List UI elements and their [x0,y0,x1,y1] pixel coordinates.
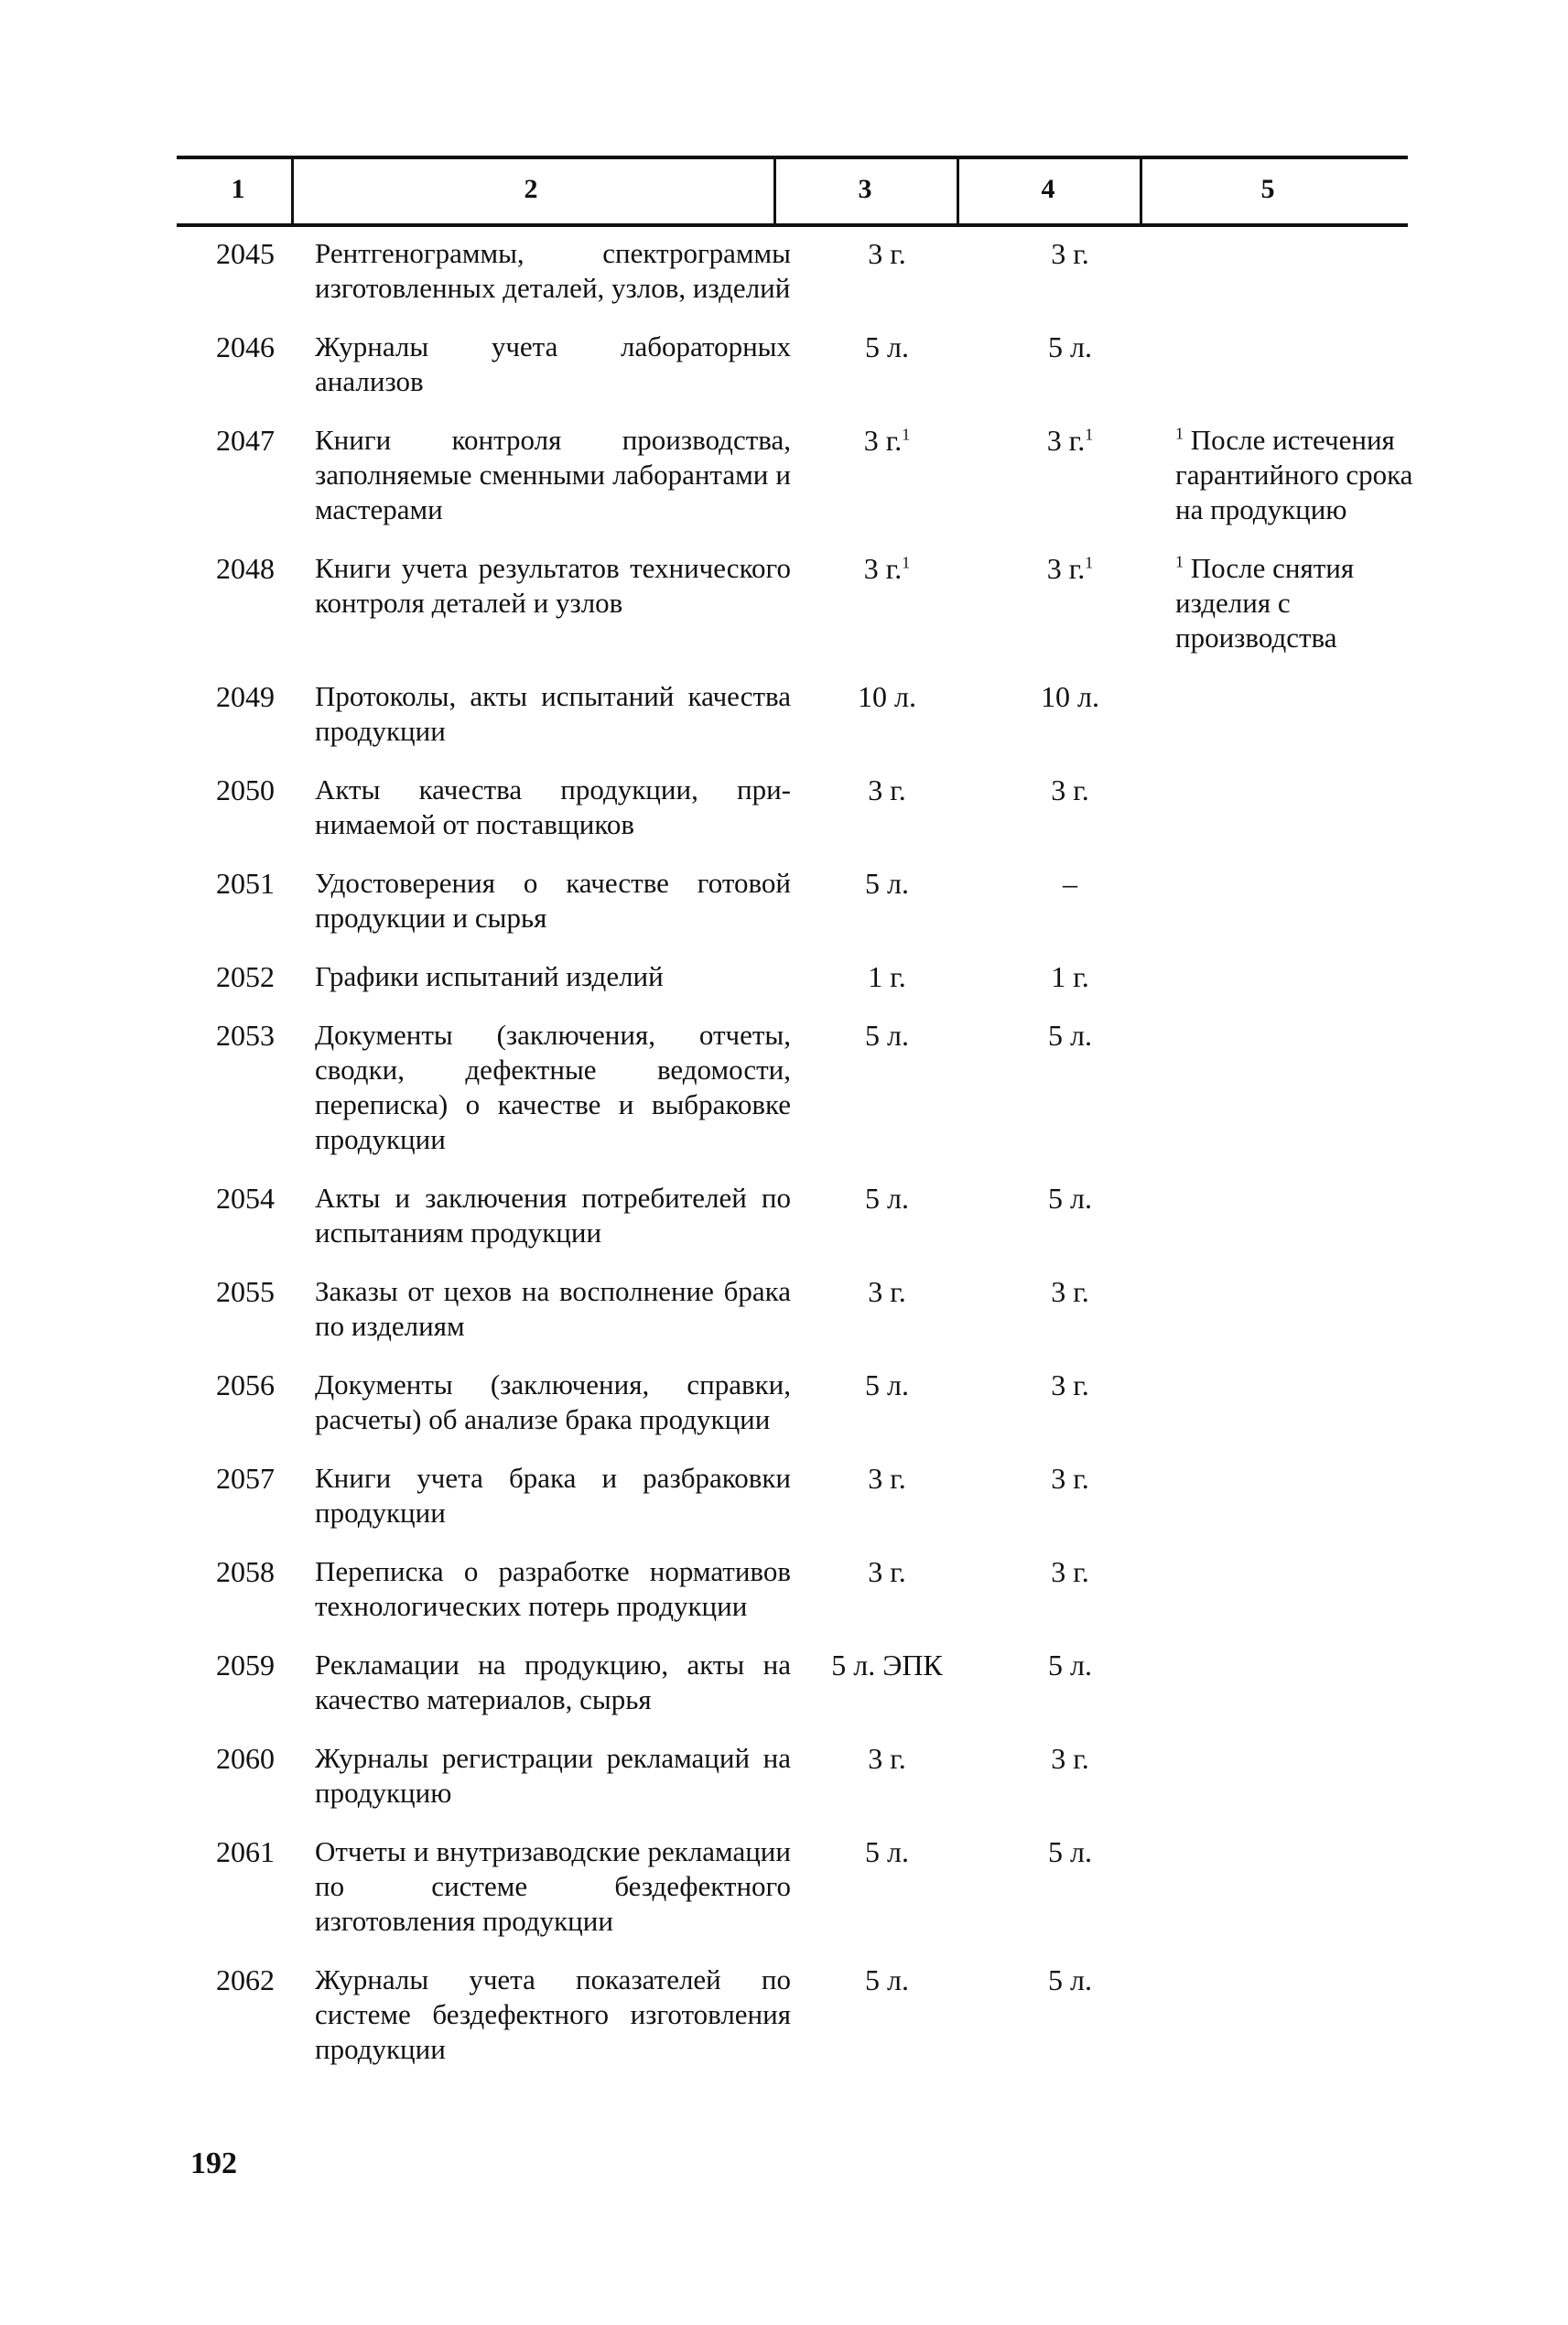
document-title-text: Книги учета брака и разбраковки продукции [315,1462,791,1529]
document-title [315,1834,791,1939]
table-row [174,1018,1419,1157]
retention-col-3-text: 3 г. [868,237,906,270]
retention-col-4 [992,1368,1148,1402]
row-number-text: 2058 [216,1555,275,1588]
retention-col-4-text: 3 г. [1051,1275,1089,1308]
note [1175,423,1413,527]
table-row [174,236,1419,306]
row-number-text: 2045 [216,237,275,270]
row-number [174,959,280,994]
retention-col-4 [992,1018,1148,1053]
retention-col-3-text: 3 г. [868,1555,906,1588]
document-title-text: Удостоверения о качестве готовой продукции и сырья [315,867,791,934]
document-title-text: Акты качества продукции, принимаемой от поставщиков [315,773,791,840]
retention-col-3 [809,423,965,458]
retention-col-4-text: 3 г. [1051,237,1089,270]
retention-col-3-text: 5 л. [865,1182,909,1215]
document-title-text: Рентгенограммы, спектрограммы изготовленных деталей, узлов, изделий [315,237,791,304]
retention-col-4-text: 5 л. [1048,1182,1092,1215]
retention-col-3 [809,1648,965,1682]
retention-col-4 [992,330,1148,364]
document-title-text: Рекламации на продукцию, акты на качество материалов, сырья [315,1649,791,1715]
document-title-text: Заказы от цехов на восполнение брака по изделиям [315,1275,791,1342]
retention-col-3 [809,1963,965,1997]
retention-col-4-text: 5 л. [1048,1835,1092,1868]
retention-col-4-text: 5 л. [1048,1649,1092,1682]
table-header-rule [177,223,1408,227]
retention-col-3-text: 3 г. [868,1462,906,1495]
retention-col-4 [992,1274,1148,1309]
table-row [174,423,1419,527]
retention-col-4 [992,1554,1148,1589]
document-title [315,1181,791,1250]
row-number [174,551,280,586]
row-number [174,1368,280,1402]
document-title-text: Документы (заключения, отчеты, сводки, дефектные ведомости, переписка) о качестве и выбраковке продукции [315,1019,791,1155]
row-number-text: 2062 [216,1963,275,1996]
retention-col-3 [809,1181,965,1216]
retention-col-4-text: 3 г. [1051,1368,1089,1401]
retention-col-3-text: 5 л. [865,1963,909,1996]
retention-col-4 [992,1741,1148,1776]
retention-col-3 [809,1741,965,1776]
retention-col-4-text: 5 л. [1048,1963,1092,1996]
row-number-text: 2056 [216,1368,275,1401]
table-row [174,1963,1419,2067]
document-title [315,423,791,527]
table-row [174,1741,1419,1811]
row-number-text: 2047 [216,424,275,457]
column-divider [773,159,776,225]
table-row [174,866,1419,935]
header-col-3: 3 [858,174,872,204]
table-row [174,773,1419,842]
retention-col-4-text: 10 л. [1041,680,1099,713]
retention-col-4-text: – [1063,867,1077,900]
retention-col-3 [809,330,965,364]
table-body [174,236,1419,2091]
column-divider [957,159,959,225]
table-row [174,551,1419,655]
note-text: После снятия изделия с производства [1175,552,1355,654]
document-title [315,551,791,621]
retention-col-4 [992,423,1148,458]
table-row [174,1834,1419,1939]
footnote-marker: 1 [902,553,911,572]
table-row [174,1554,1419,1624]
header-col-1: 1 [231,174,245,204]
row-number-text: 2053 [216,1019,275,1052]
document-title-text: Протоколы, акты испытаний качества продукции [315,680,791,747]
document-title-text: Отчеты и внутризаводские рекламации по системе бездефектного изготовления продукции [315,1835,791,1937]
retention-col-3-text: 3 г. [868,1275,906,1308]
table-row [174,330,1419,399]
retention-col-3 [809,773,965,807]
retention-col-4 [992,1461,1148,1496]
retention-col-3-text: 10 л. [858,680,916,713]
retention-col-4-text: 3 г. [1051,1555,1089,1588]
retention-col-4 [992,959,1148,994]
row-number [174,866,280,901]
row-number [174,1741,280,1776]
retention-col-3 [809,1461,965,1496]
retention-col-3-text: 3 г. [863,424,903,457]
page-number: 192 [190,2147,237,2180]
document-title [315,679,791,749]
document-title [315,1461,791,1530]
row-number [174,423,280,458]
document-title-text: Переписка о разработке нормативов технологических потерь продукции [315,1555,791,1622]
row-number [174,330,280,364]
document-title-text: Журналы учета показателей по системе бездефектного изготовления продукции [315,1963,791,2065]
retention-col-4-text: 1 г. [1051,960,1089,993]
row-number-text: 2059 [216,1649,275,1682]
retention-col-3-text: 5 л. [865,1835,909,1868]
retention-col-4-text: 5 л. [1048,330,1092,363]
retention-col-3-text: 5 л. [865,330,909,363]
retention-col-4 [992,1834,1148,1869]
document-title [315,1368,791,1437]
footnote-marker: 1 [1175,552,1184,571]
row-number [174,1018,280,1053]
retention-col-3-text: 5 л. [865,1368,909,1401]
table-row [174,1368,1419,1437]
row-number-text: 2048 [216,552,275,585]
document-title [315,236,791,306]
row-number [174,773,280,807]
document-title-text: Журналы учета лабораторных анализов [315,330,791,397]
row-number-text: 2057 [216,1462,275,1495]
retention-col-3-text: 5 л. ЭПК [831,1649,943,1682]
retention-col-3 [809,1834,965,1869]
table-row [174,679,1419,749]
retention-col-3-text: 3 г. [863,552,903,585]
table-row [174,1648,1419,1717]
row-number-text: 2050 [216,773,275,806]
document-title-text: Графики испытаний изделий [315,960,664,992]
row-number-text: 2061 [216,1835,275,1868]
header-col-2: 2 [524,174,538,204]
retention-col-3 [809,959,965,994]
retention-col-4-text: 3 г. [1051,773,1089,806]
retention-col-3 [809,1018,965,1053]
document-title-text: Книги учета результатов технического контроля деталей и узлов [315,552,791,619]
row-number-text: 2060 [216,1742,275,1775]
table-row [174,1274,1419,1344]
footnote-marker: 1 [1175,424,1184,443]
retention-col-3 [809,1368,965,1402]
footnote-marker: 1 [1085,553,1094,572]
document-title-text: Акты и заключения потребителей по испытаниям продукции [315,1182,791,1249]
table-row [174,959,1419,994]
document-title [315,330,791,399]
document-title [315,1554,791,1624]
retention-col-3-text: 5 л. [865,867,909,900]
row-number [174,236,280,271]
column-divider [291,159,294,225]
row-number-text: 2046 [216,330,275,363]
table-top-rule [177,156,1408,159]
note [1175,551,1413,655]
row-number-text: 2051 [216,867,275,900]
footnote-marker: 1 [1085,425,1094,444]
document-title [315,1274,791,1344]
document-title [315,1963,791,2067]
row-number [174,1648,280,1682]
document-title [315,1018,791,1157]
column-divider [1140,159,1142,225]
retention-col-4-text: 3 г. [1051,1462,1089,1495]
retention-col-3-text: 5 л. [865,1019,909,1052]
row-number-text: 2052 [216,960,275,993]
table-row [174,1461,1419,1530]
table-row [174,1181,1419,1250]
retention-col-4 [992,1963,1148,1997]
retention-col-4 [992,773,1148,807]
document-title [315,866,791,935]
retention-col-3 [809,1554,965,1589]
row-number-text: 2054 [216,1182,275,1215]
row-number [174,1181,280,1216]
retention-col-3-text: 3 г. [868,1742,906,1775]
document-title [315,959,791,994]
row-number [174,1274,280,1309]
retention-col-4 [992,1181,1148,1216]
retention-col-3 [809,551,965,586]
row-number [174,1834,280,1869]
row-number [174,1963,280,1997]
retention-col-3 [809,1274,965,1309]
retention-col-4-text: 3 г. [1051,1742,1089,1775]
row-number-text: 2049 [216,680,275,713]
retention-col-4-text: 3 г. [1046,424,1086,457]
retention-col-4 [992,1648,1148,1682]
retention-col-4 [992,236,1148,271]
document-title-text: Книги контроля производства, заполняемые сменными лаборантами и мастерами [315,424,791,525]
header-col-5: 5 [1260,174,1275,204]
footnote-marker: 1 [902,425,911,444]
document-title [315,1741,791,1811]
row-number [174,679,280,714]
row-number-text: 2055 [216,1275,275,1308]
retention-col-4-text: 5 л. [1048,1019,1092,1052]
retention-col-3 [809,866,965,901]
document-title-text: Журналы регистрации рекламаций на продукцию [315,1742,791,1809]
document-title-text: Документы (заключения, справки, расчеты) об анализе брака продукции [315,1368,791,1435]
retention-col-3 [809,679,965,714]
note-text: После истечения гарантийного срока на продукцию [1175,424,1413,525]
retention-col-4 [992,866,1148,901]
row-number [174,1554,280,1589]
retention-col-3-text: 3 г. [868,773,906,806]
document-title [315,773,791,842]
header-col-4: 4 [1041,174,1055,204]
retention-col-4 [992,551,1148,586]
retention-col-4-text: 3 г. [1046,552,1086,585]
document-title [315,1648,791,1717]
row-number [174,1461,280,1496]
retention-col-4 [992,679,1148,714]
retention-col-3 [809,236,965,271]
retention-col-3-text: 1 г. [868,960,906,993]
